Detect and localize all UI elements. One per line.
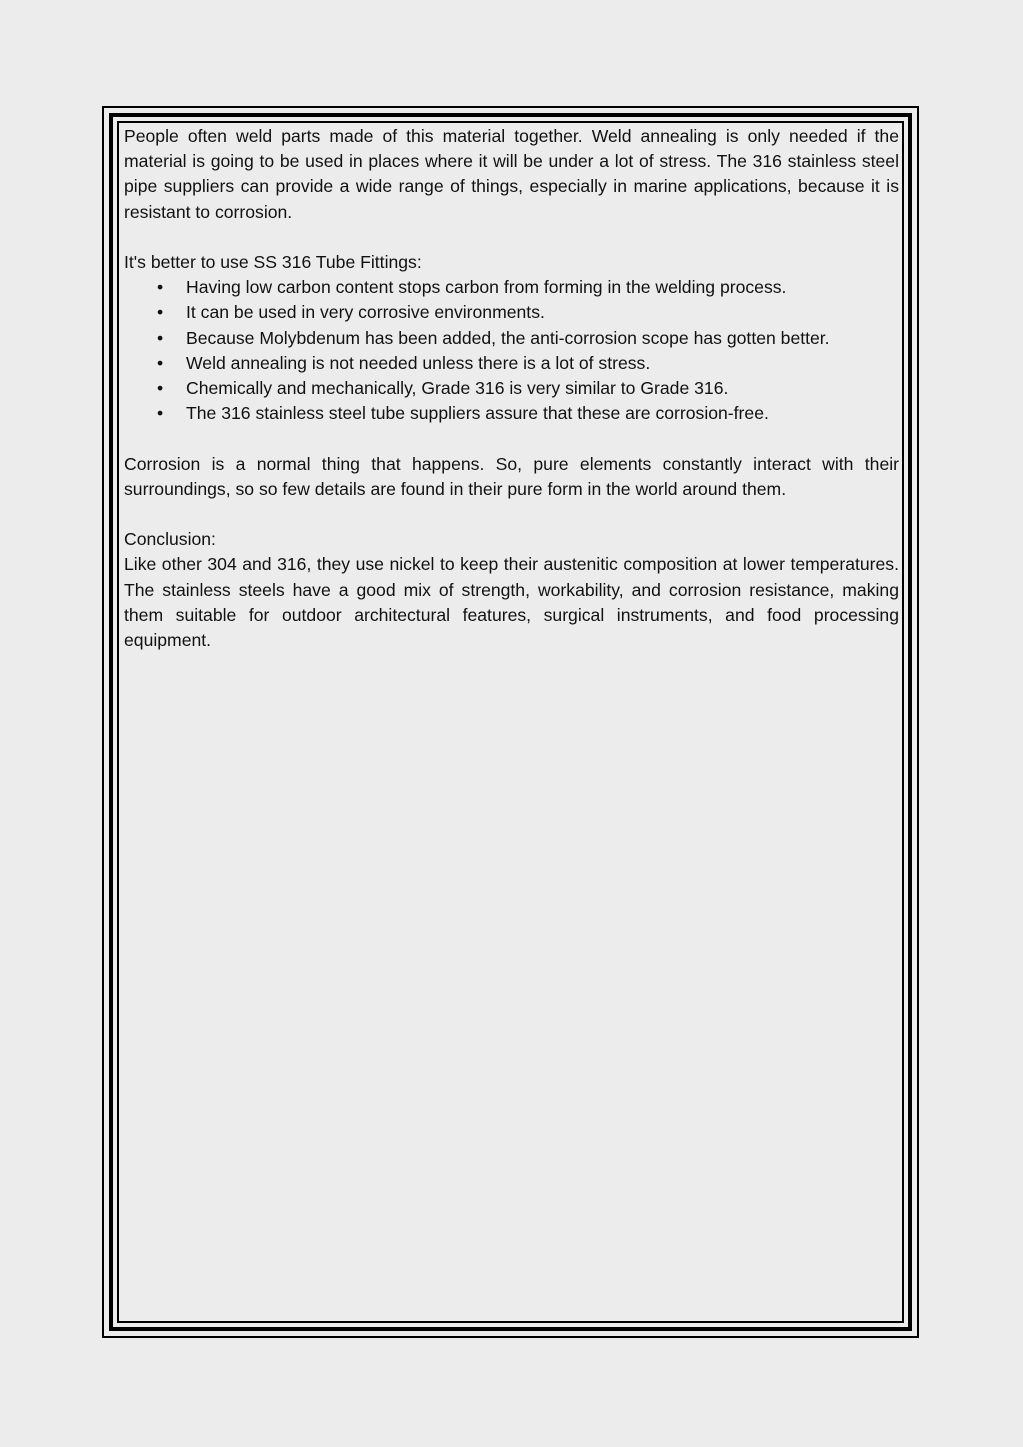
fittings-benefits-list: [124, 275, 899, 426]
bullet-icon: •: [157, 302, 164, 323]
paragraph-spacer: [124, 426, 899, 451]
bullet-icon: •: [157, 403, 164, 424]
list-item: [124, 401, 899, 426]
bullet-icon: •: [157, 352, 164, 373]
list-item: [124, 351, 899, 376]
document-body: [124, 124, 899, 653]
list-item: [124, 376, 899, 401]
paragraph-spacer: [124, 225, 899, 250]
conclusion-paragraph: Like other 304 and 316, they use nickel to keep their austenitic composition at lower temperatures. The stainless steels have a good mix of strength, workability, and corrosion resistance, making them suitable for outdoor architectural features, surgical instruments, and food processing equipment.: [124, 554, 899, 651]
paragraph-spacer: [124, 502, 899, 527]
list-item: [124, 275, 899, 300]
list-item-text: Having low carbon content stops carbon from forming in the welding process.: [186, 277, 787, 298]
list-heading: It's better to use SS 316 Tube Fittings:: [124, 252, 422, 272]
list-item-text: Because Molybdenum has been added, the anti-corrosion scope has gotten better.: [186, 327, 830, 348]
corrosion-paragraph: Corrosion is a normal thing that happens. So, pure elements constantly interact with their surroundings, so so few details are found in their pure form in the world around them.: [124, 453, 899, 499]
list-item-text: Chemically and mechanically, Grade 316 is very similar to Grade 316.: [186, 378, 729, 399]
bullet-icon: •: [157, 277, 164, 298]
list-item: [124, 326, 899, 351]
bullet-icon: •: [157, 378, 164, 399]
list-item-text: The 316 stainless steel tube suppliers assure that these are corrosion-free.: [186, 403, 769, 424]
intro-paragraph: People often weld parts made of this material together. Weld annealing is only needed if the material is going to be used in places where it will be under a lot of stress. The 316 stainless steel pipe suppliers can provide a wide range of things, especially in marine applications, because it is resistant to corrosion.: [124, 126, 899, 222]
bullet-icon: •: [157, 327, 164, 348]
list-item: [124, 300, 899, 325]
list-item-text: Weld annealing is not needed unless there is a lot of stress.: [186, 352, 651, 373]
list-item-text: It can be used in very corrosive environments.: [186, 302, 545, 323]
conclusion-heading: Conclusion:: [124, 529, 216, 550]
